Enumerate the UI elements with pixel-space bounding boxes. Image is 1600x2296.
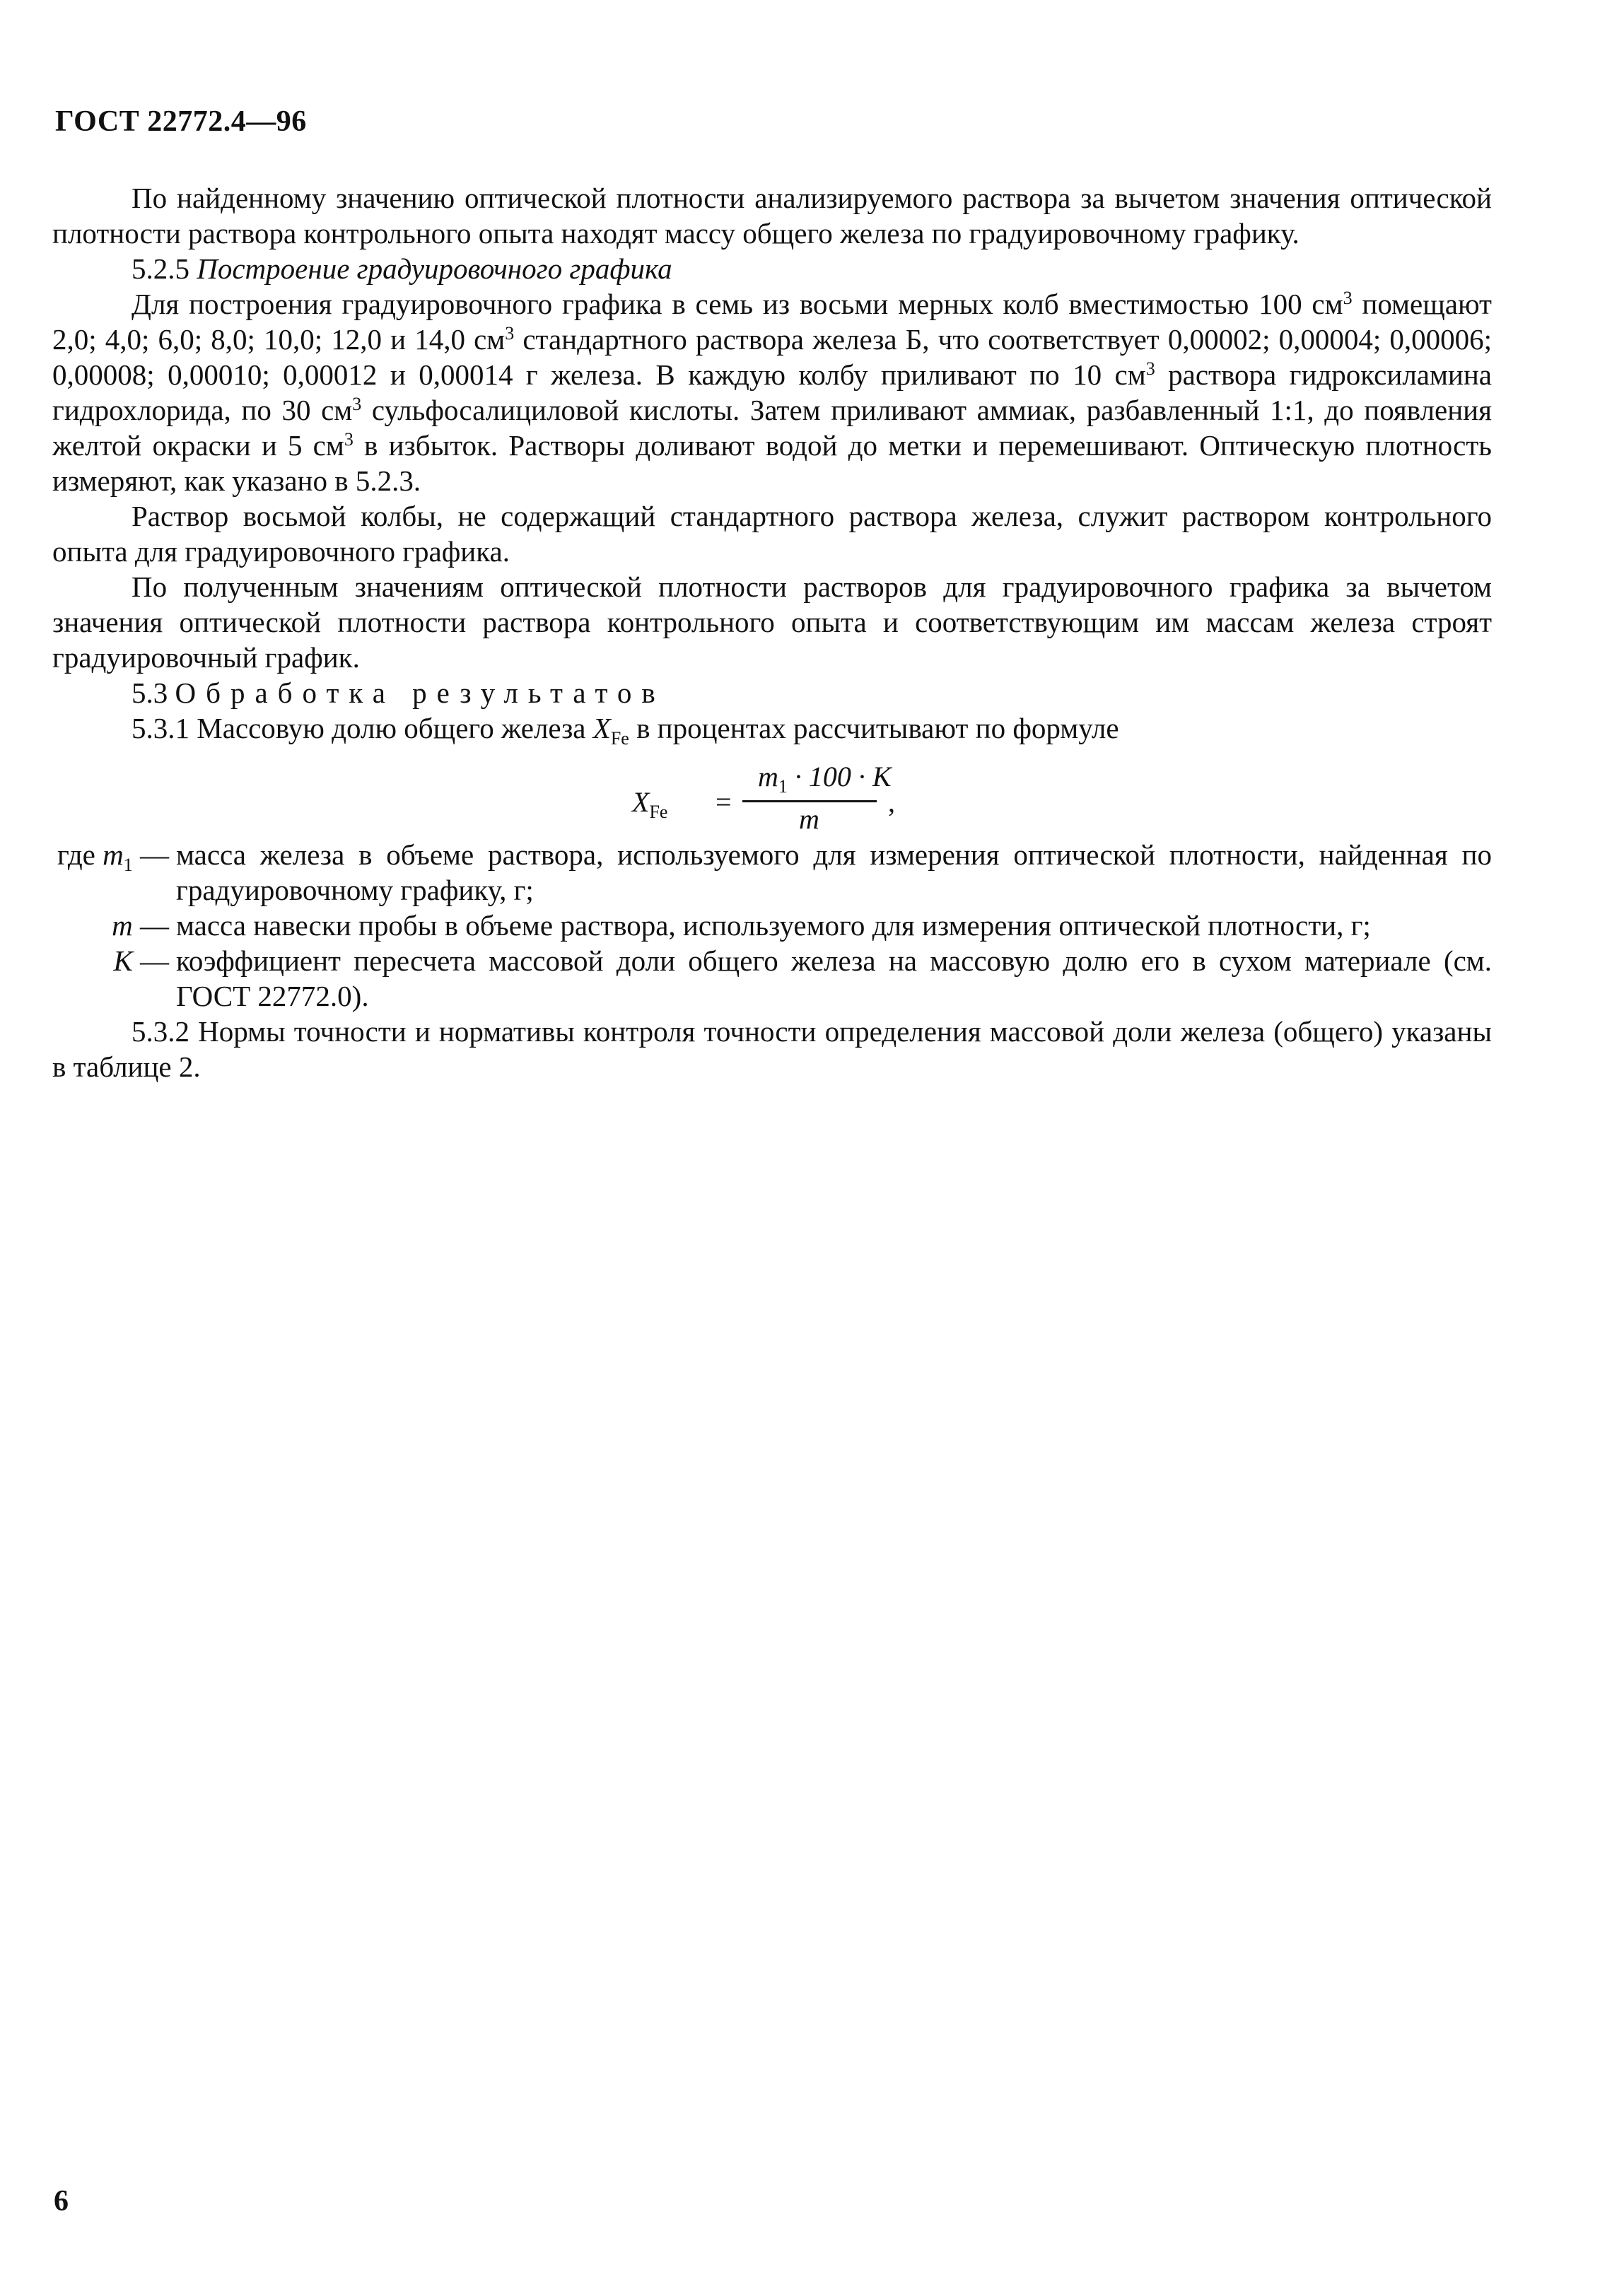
formula-numerator bbox=[758, 759, 892, 804]
definition-text: масса навески пробы в объеме раствора, используемого для измерения оптической плотности, г; bbox=[176, 909, 1371, 942]
definition-item bbox=[52, 837, 1492, 908]
text-span: в избыток. Растворы доливают водой до метки и перемешивают. Оптическую плотность измеряют, как указано в 5.2.3. bbox=[52, 429, 1492, 497]
definition-symbol bbox=[52, 943, 176, 1014]
superscript: 3 bbox=[352, 394, 362, 414]
formula-variable: X bbox=[632, 786, 650, 819]
definition-variable: m bbox=[103, 838, 124, 872]
definition-variable: m bbox=[112, 909, 133, 942]
definition-variable: K bbox=[113, 944, 133, 978]
paragraph-build-graph: По полученным значениям оптической плотности растворов для градуировочного графика за вычетом значения оптической плотности раствора контрольного опыта и соответствующим им массам железа строят градуировочный график. bbox=[52, 570, 1492, 674]
formula-fraction bbox=[742, 759, 892, 836]
paragraph-control-flask: Раствор восьмой колбы, не содержащий стандартного раствора железа, служит раствором контрольного опыта для градуировочного графика. bbox=[52, 500, 1492, 568]
formula-subscript: 1 bbox=[778, 776, 788, 797]
variable-subscript: Fe bbox=[610, 728, 629, 749]
definition-item bbox=[52, 908, 1492, 943]
document-header: ГОСТ 22772.4—96 bbox=[55, 105, 307, 138]
definition-symbol bbox=[52, 837, 176, 908]
formula-comma: , bbox=[888, 786, 895, 819]
text-span: в процентах рассчитывают по формуле bbox=[629, 712, 1119, 744]
definition-dash: — bbox=[140, 944, 169, 978]
superscript: 3 bbox=[505, 323, 515, 344]
text-span: раствора гидроксиламина гидрохлорида, по 30 см bbox=[52, 358, 1492, 426]
superscript: 3 bbox=[344, 429, 354, 450]
section-number: 5.2.5 bbox=[132, 252, 189, 285]
paragraph-calibration-procedure bbox=[52, 286, 1492, 498]
formula-denominator: m bbox=[799, 803, 819, 836]
paragraph-5-3-1 bbox=[52, 710, 1492, 756]
paragraph-optical-density: По найденному значению оптической плотности анализируемого раствора за вычетом значения оптической плотности раствора контрольного опыта находят массу общего железа по градуировочному графику. bbox=[52, 182, 1492, 250]
text-span: сульфосалициловой кислоты. Затем приливают аммиак, разбавленный 1:1, до появления желтой окраски и 5 см bbox=[52, 394, 1492, 462]
formula-numerator-rest: · 100 · K bbox=[787, 761, 892, 793]
formula-variable: m bbox=[758, 761, 778, 793]
definition-item bbox=[52, 943, 1492, 1014]
definition-dash: — bbox=[140, 909, 169, 942]
superscript: 3 bbox=[1145, 358, 1155, 379]
formula-block bbox=[52, 759, 1492, 836]
definition-symbol bbox=[52, 908, 176, 943]
paragraph-5-3-2: 5.3.2 Нормы точности и нормативы контроля точности определения массовой доли железа (общего) указаны в таблице 2. bbox=[52, 1015, 1492, 1084]
section-title: Построение градуировочного графика bbox=[197, 252, 672, 285]
formula-lhs bbox=[632, 785, 667, 830]
text-span: стандартного раствора железа Б, что соответствует 0,00002; 0,00004; 0,00006; 0,00008; 0,00010; 0,00012 и 0,00014 г железа. В каждую колбу приливают по 10 см bbox=[52, 323, 1492, 391]
text-span: 5.3.1 Массовую долю общего железа bbox=[132, 712, 593, 744]
section-title: Обработка результатов bbox=[175, 676, 665, 709]
text-span: Для построения градуировочного графика в семь из восьми мерных колб вместимостью 100 см bbox=[132, 288, 1343, 320]
definitions-list bbox=[52, 837, 1492, 1014]
section-number: 5.3 bbox=[132, 676, 168, 709]
definition-dash: — bbox=[140, 838, 169, 872]
definition-subscript: 1 bbox=[123, 855, 133, 876]
page-number: 6 bbox=[54, 2185, 69, 2218]
section-5-3-heading bbox=[52, 675, 1492, 710]
variable-x: X bbox=[592, 712, 611, 744]
text-span: помещают 2,0; 4,0; 6,0; 8,0; 10,0; 12,0 и 14,0 см bbox=[52, 288, 1492, 356]
definition-text: масса железа в объеме раствора, используемого для измерения оптической плотности, найденная по градуировочному графику, г; bbox=[176, 838, 1492, 907]
formula-equals: = bbox=[716, 786, 732, 819]
document-body bbox=[52, 180, 1492, 1084]
section-5-2-5-heading bbox=[52, 251, 1492, 286]
superscript: 3 bbox=[1343, 288, 1353, 308]
definition-text: коэффициент пересчета массовой доли общего железа на массовую долю его в сухом материале (см. ГОСТ 22772.0). bbox=[176, 944, 1492, 1013]
formula-subscript: Fe bbox=[649, 802, 668, 823]
definition-prefix: где bbox=[57, 838, 103, 872]
